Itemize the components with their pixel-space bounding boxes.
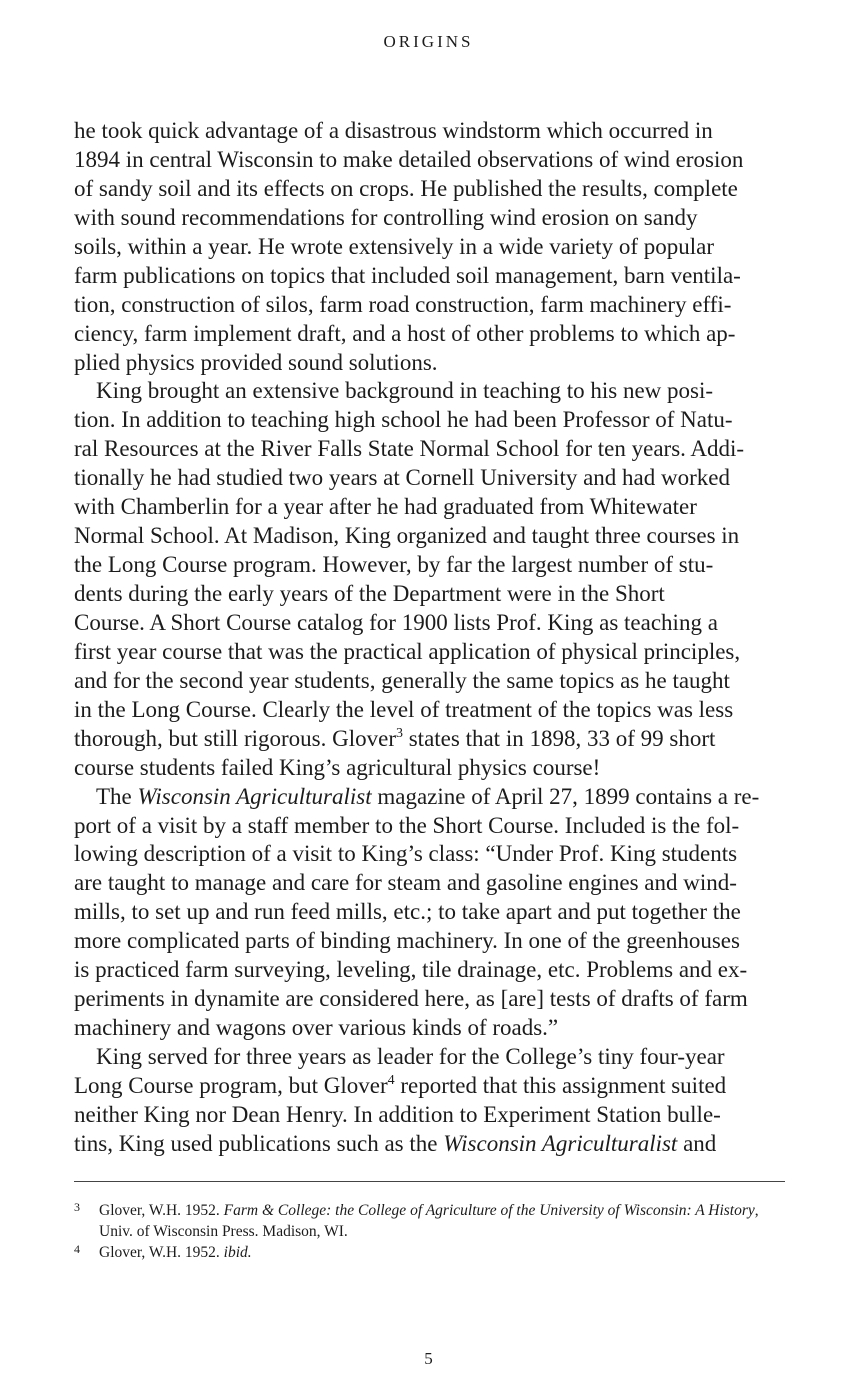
text-line bbox=[74, 985, 784, 1014]
text-line bbox=[74, 204, 784, 233]
text-run: plied physics provided sound solutions. bbox=[74, 349, 438, 375]
text-run: neither King nor Dean Henry. In addition to Experiment Station bulle- bbox=[74, 1101, 721, 1127]
text-run: port of a visit by a staff member to the Short Course. Included is the fol- bbox=[74, 812, 740, 838]
footnotes bbox=[74, 1200, 785, 1263]
text-line bbox=[74, 667, 784, 696]
text-line bbox=[74, 783, 784, 812]
footnote-3 bbox=[74, 1200, 785, 1242]
text-run: mills, to set up and run feed mills, etc.; to take apart and put together the bbox=[74, 899, 741, 925]
text-line bbox=[74, 233, 784, 262]
text-line bbox=[74, 464, 784, 493]
text-run: tion, construction of silos, farm road construction, farm machinery effi- bbox=[74, 291, 732, 317]
text-run: in the Long Course. Clearly the level of treatment of the topics was less bbox=[74, 696, 734, 722]
text-line bbox=[74, 812, 784, 841]
footnote-number: 3 bbox=[74, 1200, 80, 1214]
text-run: lowing description of a visit to King’s class: “Under Prof. King students bbox=[74, 841, 738, 867]
text-run: ral Resources at the River Falls State Normal School for ten years. Addi- bbox=[74, 436, 745, 462]
footnote-title: Farm & College: the College of Agriculture of the University of Wisconsin: A History bbox=[223, 1202, 755, 1219]
text-run: he took quick advantage of a disastrous windstorm which occurred in bbox=[74, 118, 713, 143]
text-line bbox=[74, 609, 784, 638]
running-head: ORIGINS bbox=[383, 32, 474, 51]
line-text bbox=[74, 1072, 726, 1101]
text-line bbox=[74, 1101, 784, 1130]
text-line bbox=[74, 638, 784, 667]
text-run: and for the second year students, generally the same topics as he taught bbox=[74, 667, 730, 693]
text-line bbox=[74, 754, 784, 783]
text-line bbox=[74, 1130, 784, 1159]
footnote-4 bbox=[74, 1242, 785, 1263]
footnote-ref-3[interactable]: 3 bbox=[395, 725, 403, 741]
text-run: of sandy soil and its effects on crops. He published the results, complete bbox=[74, 175, 738, 201]
text-run: soils, within a year. He wrote extensively in a wide variety of popular bbox=[74, 233, 714, 259]
text-line bbox=[74, 522, 784, 551]
text-run: is practiced farm surveying, leveling, tile drainage, etc. Problems and ex- bbox=[74, 957, 748, 983]
text-line bbox=[74, 493, 784, 522]
text-run: dents during the early years of the Department were in the Short bbox=[74, 581, 665, 606]
text-run: King brought an extensive background in teaching to his new posi- bbox=[96, 378, 714, 404]
text-line bbox=[74, 1043, 784, 1072]
text-run: 1894 in central Wisconsin to make detailed observations of wind erosion bbox=[74, 146, 744, 172]
text-run: magazine of April 27, 1899 contains a re- bbox=[371, 783, 760, 809]
publication-title: Wisconsin Agriculturalist bbox=[443, 1130, 678, 1156]
text-run: reported that this assignment suited bbox=[394, 1072, 727, 1098]
text-run: with sound recommendations for controlling wind erosion on sandy bbox=[74, 204, 698, 230]
text-line bbox=[74, 117, 784, 146]
text-run: are taught to manage and care for steam and gasoline engines and wind- bbox=[74, 870, 737, 896]
text-run: the Long Course program. However, by far the largest number of stu- bbox=[74, 552, 714, 578]
text-line bbox=[74, 377, 784, 406]
text-run: The bbox=[96, 783, 138, 809]
text-run: more complicated parts of binding machinery. In one of the greenhouses bbox=[74, 928, 740, 954]
text-run: ciency, farm implement draft, and a host of other problems to which ap- bbox=[74, 320, 736, 346]
body-text bbox=[74, 117, 784, 1159]
footnote-publisher: , Univ. of Wisconsin Press. Madison, WI. bbox=[99, 1202, 759, 1240]
text-line bbox=[74, 551, 784, 580]
text-run: course students failed King’s agricultural physics course! bbox=[74, 754, 601, 780]
line-text bbox=[74, 1130, 716, 1159]
text-run: tins, King used publications such as the bbox=[74, 1130, 444, 1156]
text-line bbox=[74, 320, 784, 349]
text-run: Course. A Short Course catalog for 1900 lists Prof. King as teaching a bbox=[74, 609, 718, 635]
text-run: first year course that was the practical application of physical principles, bbox=[74, 638, 741, 664]
text-line bbox=[74, 725, 784, 754]
page-number: 5 bbox=[424, 1349, 433, 1368]
text-line bbox=[74, 580, 784, 609]
text-line bbox=[74, 1014, 784, 1043]
text-run: Long Course program, but Glover bbox=[74, 1072, 388, 1098]
text-run: tion. In addition to teaching high school he had been Professor of Natu- bbox=[74, 407, 733, 433]
text-run: King served for three years as leader for the College’s tiny four-year bbox=[96, 1044, 725, 1069]
footnote-divider bbox=[74, 1181, 785, 1182]
line-text bbox=[74, 725, 715, 754]
text-line bbox=[74, 1072, 784, 1101]
text-line bbox=[74, 869, 784, 898]
footnote-number: 4 bbox=[74, 1242, 80, 1256]
publication-title: Wisconsin Agriculturalist bbox=[137, 783, 372, 809]
text-run: periments in dynamite are considered here, as [are] tests of drafts of farm bbox=[74, 986, 748, 1012]
footnote-author: Glover, W.H. 1952. bbox=[99, 1202, 224, 1219]
footnote-title: ibid. bbox=[223, 1244, 252, 1261]
text-line bbox=[74, 175, 784, 204]
footnote-author: Glover, W.H. 1952. bbox=[99, 1244, 224, 1261]
text-run: with Chamberlin for a year after he had graduated from Whitewater bbox=[74, 494, 697, 520]
text-line bbox=[74, 898, 784, 927]
text-line bbox=[74, 956, 784, 985]
text-line bbox=[74, 696, 784, 725]
text-line bbox=[74, 146, 784, 175]
text-line bbox=[74, 406, 784, 435]
text-line bbox=[74, 435, 784, 464]
text-run: Normal School. At Madison, King organized and taught three courses in bbox=[74, 523, 740, 549]
text-run: machinery and wagons over various kinds of roads.” bbox=[74, 1015, 559, 1041]
text-line bbox=[74, 840, 784, 869]
text-line bbox=[74, 291, 784, 320]
text-line bbox=[74, 262, 784, 291]
text-run: and bbox=[677, 1130, 717, 1156]
text-line bbox=[74, 927, 784, 956]
text-run: thorough, but still rigorous. Glover bbox=[74, 725, 396, 751]
text-run: states that in 1898, 33 of 99 short bbox=[402, 725, 716, 751]
footnote-ref-4[interactable]: 4 bbox=[387, 1072, 395, 1088]
text-run: farm publications on topics that included soil management, barn ventila- bbox=[74, 262, 741, 288]
text-line bbox=[74, 349, 784, 378]
text-run: tionally he had studied two years at Cornell University and had worked bbox=[74, 465, 730, 491]
line-text bbox=[96, 783, 759, 812]
